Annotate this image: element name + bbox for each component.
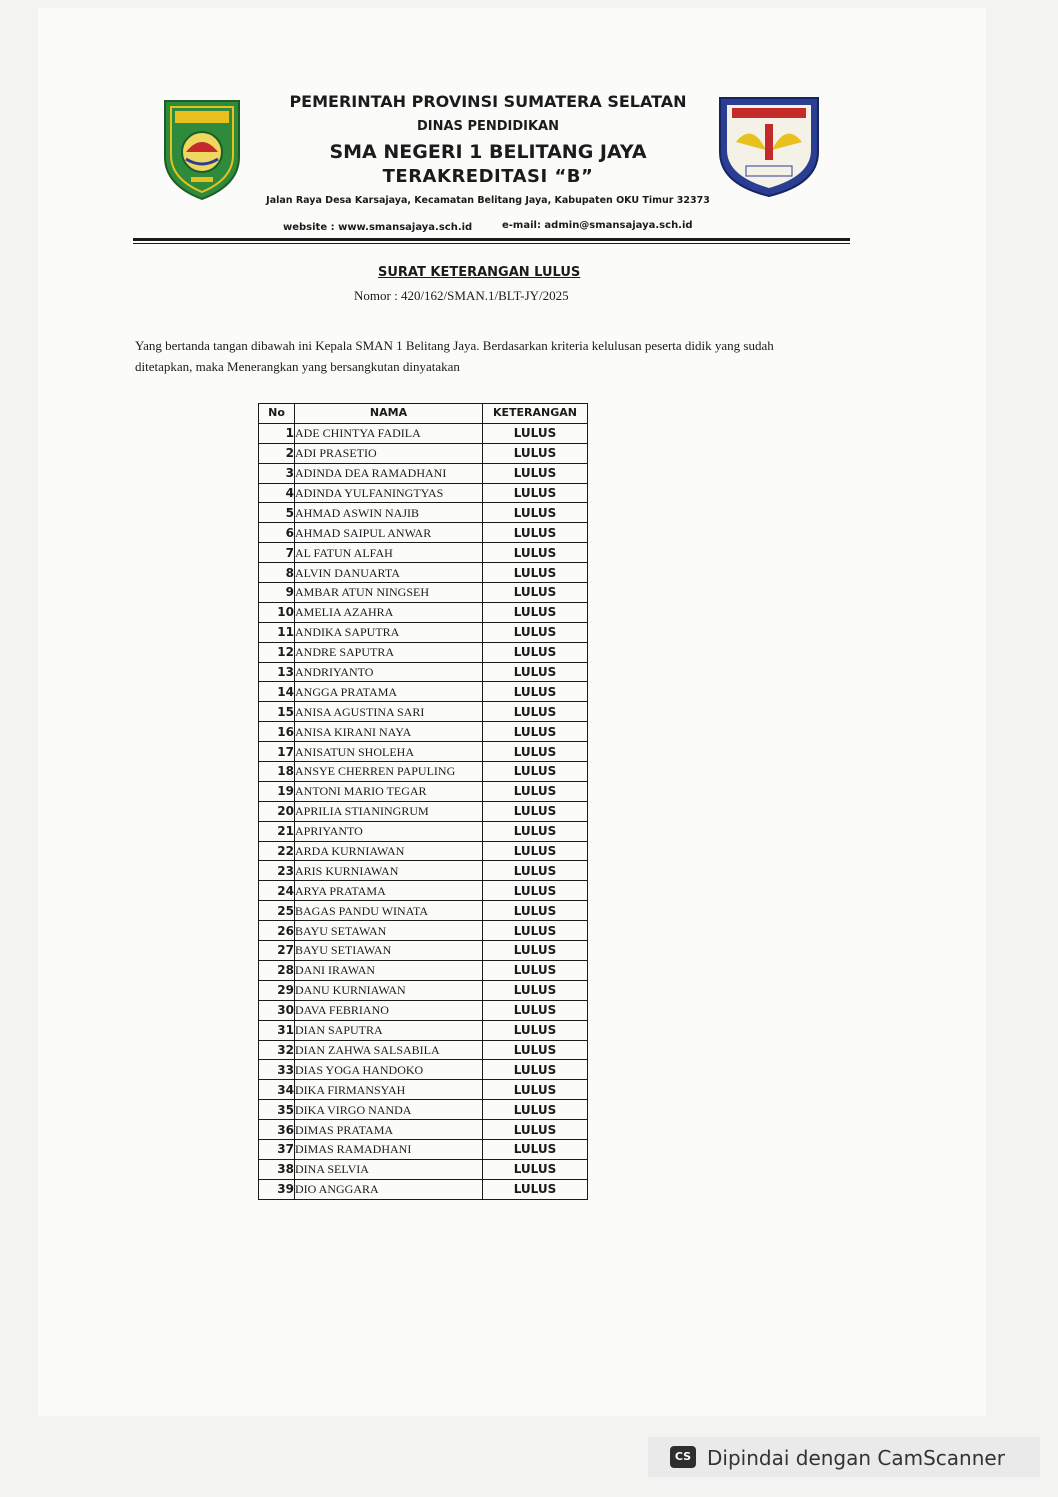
table-row [259,423,588,443]
cell-keterangan: LULUS [483,901,588,921]
table-row [259,662,588,682]
table-row [259,523,588,543]
cell-no: 33 [259,1060,295,1080]
letterhead-email: e-mail: admin@smansajaya.sch.id [502,220,693,231]
cell-no: 23 [259,861,295,881]
cell-nama: DIAS YOGA HANDOKO [295,1060,483,1080]
table-row [259,702,588,722]
cell-keterangan: LULUS [483,921,588,941]
cell-keterangan: LULUS [483,1179,588,1199]
table-row [259,762,588,782]
table-row [259,742,588,762]
table-row [259,801,588,821]
cell-no: 29 [259,980,295,1000]
cell-no: 27 [259,941,295,961]
table-row [259,722,588,742]
cell-no: 1 [259,423,295,443]
cell-nama: ARDA KURNIAWAN [295,841,483,861]
cell-nama: AL FATUN ALFAH [295,543,483,563]
cell-keterangan: LULUS [483,821,588,841]
cell-keterangan: LULUS [483,602,588,622]
cell-nama: DANU KURNIAWAN [295,980,483,1000]
document-title: SURAT KETERANGAN LULUS [378,265,581,280]
table-row [259,1000,588,1020]
cell-no: 4 [259,483,295,503]
table-row [259,583,588,603]
cell-nama: DANI IRAWAN [295,960,483,980]
cell-no: 34 [259,1080,295,1100]
cell-keterangan: LULUS [483,1020,588,1040]
table-row [259,563,588,583]
cell-nama: ANISATUN SHOLEHA [295,742,483,762]
cell-keterangan: LULUS [483,960,588,980]
letterhead-school-name: SMA NEGERI 1 BELITANG JAYA [329,141,647,163]
cell-keterangan: LULUS [483,622,588,642]
cell-nama: ALVIN DANUARTA [295,563,483,583]
camscanner-icon: CS [670,1446,696,1468]
cell-nama: DIKA VIRGO NANDA [295,1100,483,1120]
cell-keterangan: LULUS [483,1060,588,1080]
cell-no: 3 [259,463,295,483]
cell-nama: APRILIA STIANINGRUM [295,801,483,821]
header-divider-thick [133,238,850,241]
letterhead-accreditation: TERAKREDITASI “B” [382,166,594,187]
cell-nama: BAYU SETIAWAN [295,941,483,961]
table-row [259,503,588,523]
cell-nama: ADINDA DEA RAMADHANI [295,463,483,483]
cell-keterangan: LULUS [483,1080,588,1100]
cell-keterangan: LULUS [483,980,588,1000]
cell-nama: ADE CHINTYA FADILA [295,423,483,443]
cell-keterangan: LULUS [483,682,588,702]
cell-nama: DINA SELVIA [295,1159,483,1179]
letterhead-government: PEMERINTAH PROVINSI SUMATERA SELATAN [289,92,687,111]
cell-no: 17 [259,742,295,762]
cell-keterangan: LULUS [483,583,588,603]
cell-keterangan: LULUS [483,423,588,443]
table-row [259,543,588,563]
camscanner-text: Dipindai dengan CamScanner [707,1446,1005,1470]
cell-no: 36 [259,1120,295,1140]
table-row [259,602,588,622]
cell-keterangan: LULUS [483,781,588,801]
cell-nama: ANDRE SAPUTRA [295,642,483,662]
cell-no: 5 [259,503,295,523]
cell-keterangan: LULUS [483,881,588,901]
cell-no: 35 [259,1100,295,1120]
cell-nama: ARYA PRATAMA [295,881,483,901]
cell-keterangan: LULUS [483,722,588,742]
table-row [259,781,588,801]
cell-keterangan: LULUS [483,483,588,503]
cell-keterangan: LULUS [483,503,588,523]
cell-nama: ANDRIYANTO [295,662,483,682]
cell-no: 13 [259,662,295,682]
document-number: Nomor : 420/162/SMAN.1/BLT-JY/2025 [354,288,569,303]
cell-keterangan: LULUS [483,801,588,821]
cell-keterangan: LULUS [483,702,588,722]
cell-nama: AMELIA AZAHRA [295,602,483,622]
table-row [259,1100,588,1120]
cell-keterangan: LULUS [483,443,588,463]
cell-keterangan: LULUS [483,762,588,782]
table-row [259,960,588,980]
table-row [259,1040,588,1060]
cell-no: 28 [259,960,295,980]
cell-no: 15 [259,702,295,722]
cell-no: 38 [259,1159,295,1179]
cell-no: 12 [259,642,295,662]
cell-nama: DIMAS PRATAMA [295,1120,483,1140]
cell-no: 18 [259,762,295,782]
cell-keterangan: LULUS [483,662,588,682]
cell-nama: DIAN SAPUTRA [295,1020,483,1040]
cell-no: 10 [259,602,295,622]
cell-no: 25 [259,901,295,921]
cell-no: 2 [259,443,295,463]
cell-no: 6 [259,523,295,543]
cell-keterangan: LULUS [483,642,588,662]
table-row [259,1179,588,1199]
table-row [259,463,588,483]
cell-keterangan: LULUS [483,563,588,583]
cell-no: 14 [259,682,295,702]
cell-no: 39 [259,1179,295,1199]
cell-no: 32 [259,1040,295,1060]
cell-nama: DIMAS RAMADHANI [295,1139,483,1159]
cell-keterangan: LULUS [483,841,588,861]
cell-nama: APRIYANTO [295,821,483,841]
table-row [259,921,588,941]
cell-keterangan: LULUS [483,523,588,543]
cell-nama: DIAN ZAHWA SALSABILA [295,1040,483,1060]
cell-nama: ANDIKA SAPUTRA [295,622,483,642]
cell-nama: ANSYE CHERREN PAPULING [295,762,483,782]
cell-no: 22 [259,841,295,861]
cell-no: 21 [259,821,295,841]
cell-keterangan: LULUS [483,1159,588,1179]
cell-nama: ADINDA YULFANINGTYAS [295,483,483,503]
table-row [259,443,588,463]
cell-nama: ADI PRASETIO [295,443,483,463]
cell-nama: BAGAS PANDU WINATA [295,901,483,921]
table-row [259,1159,588,1179]
letterhead-department: DINAS PENDIDIKAN [416,119,560,134]
cell-nama: BAYU SETAWAN [295,921,483,941]
column-header-nama: NAMA [295,404,483,424]
cell-keterangan: LULUS [483,1100,588,1120]
cell-no: 26 [259,921,295,941]
table-row [259,1139,588,1159]
regency-badge-logo [714,92,824,198]
table-row [259,1080,588,1100]
cell-keterangan: LULUS [483,1120,588,1140]
cell-no: 11 [259,622,295,642]
cell-nama: ANTONI MARIO TEGAR [295,781,483,801]
cell-nama: ANISA KIRANI NAYA [295,722,483,742]
cell-nama: ANGGA PRATAMA [295,682,483,702]
cell-nama: ARIS KURNIAWAN [295,861,483,881]
table-header-row [259,404,588,424]
table-row [259,1020,588,1040]
table-row [259,682,588,702]
table-row [259,861,588,881]
letterhead-address: Jalan Raya Desa Karsajaya, Kecamatan Belitang Jaya, Kabupaten OKU Timur 32373 [266,195,710,206]
cell-nama: DAVA FEBRIANO [295,1000,483,1020]
table-row [259,941,588,961]
cell-keterangan: LULUS [483,543,588,563]
cell-nama: DIO ANGGARA [295,1179,483,1199]
cell-no: 8 [259,563,295,583]
cell-keterangan: LULUS [483,1000,588,1020]
cell-no: 20 [259,801,295,821]
cell-no: 24 [259,881,295,901]
table-row [259,483,588,503]
cell-keterangan: LULUS [483,742,588,762]
cell-nama: AMBAR ATUN NINGSEH [295,583,483,603]
table-row [259,1120,588,1140]
cell-no: 16 [259,722,295,742]
cell-no: 31 [259,1020,295,1040]
graduation-table [258,403,588,1200]
table-row [259,642,588,662]
letterhead-website: website : www.smansajaya.sch.id [283,222,473,233]
cell-keterangan: LULUS [483,941,588,961]
table-row [259,1060,588,1080]
cell-keterangan: LULUS [483,1139,588,1159]
table-row [259,841,588,861]
table-row [259,622,588,642]
province-emblem-logo [161,97,243,201]
cell-nama: ANISA AGUSTINA SARI [295,702,483,722]
cell-nama: DIKA FIRMANSYAH [295,1080,483,1100]
cell-no: 30 [259,1000,295,1020]
column-header-keterangan: KETERANGAN [483,404,588,424]
cell-keterangan: LULUS [483,861,588,881]
cell-no: 7 [259,543,295,563]
header-divider-thin [133,243,850,244]
cell-keterangan: LULUS [483,1040,588,1060]
cell-nama: AHMAD ASWIN NAJIB [295,503,483,523]
table-row [259,821,588,841]
table-row [259,881,588,901]
table-row [259,901,588,921]
cell-nama: AHMAD SAIPUL ANWAR [295,523,483,543]
cell-no: 9 [259,583,295,603]
cell-no: 19 [259,781,295,801]
intro-paragraph: Yang bertanda tangan dibawah ini Kepala SMAN 1 Belitang Jaya. Berdasarkan kriteria kelulusan peserta didik yang sudah ditetapkan, maka Menerangkan yang bersangkutan dinyatakan [135,338,774,374]
cell-no: 37 [259,1139,295,1159]
column-header-no: No [259,404,295,424]
table-row [259,980,588,1000]
cell-keterangan: LULUS [483,463,588,483]
